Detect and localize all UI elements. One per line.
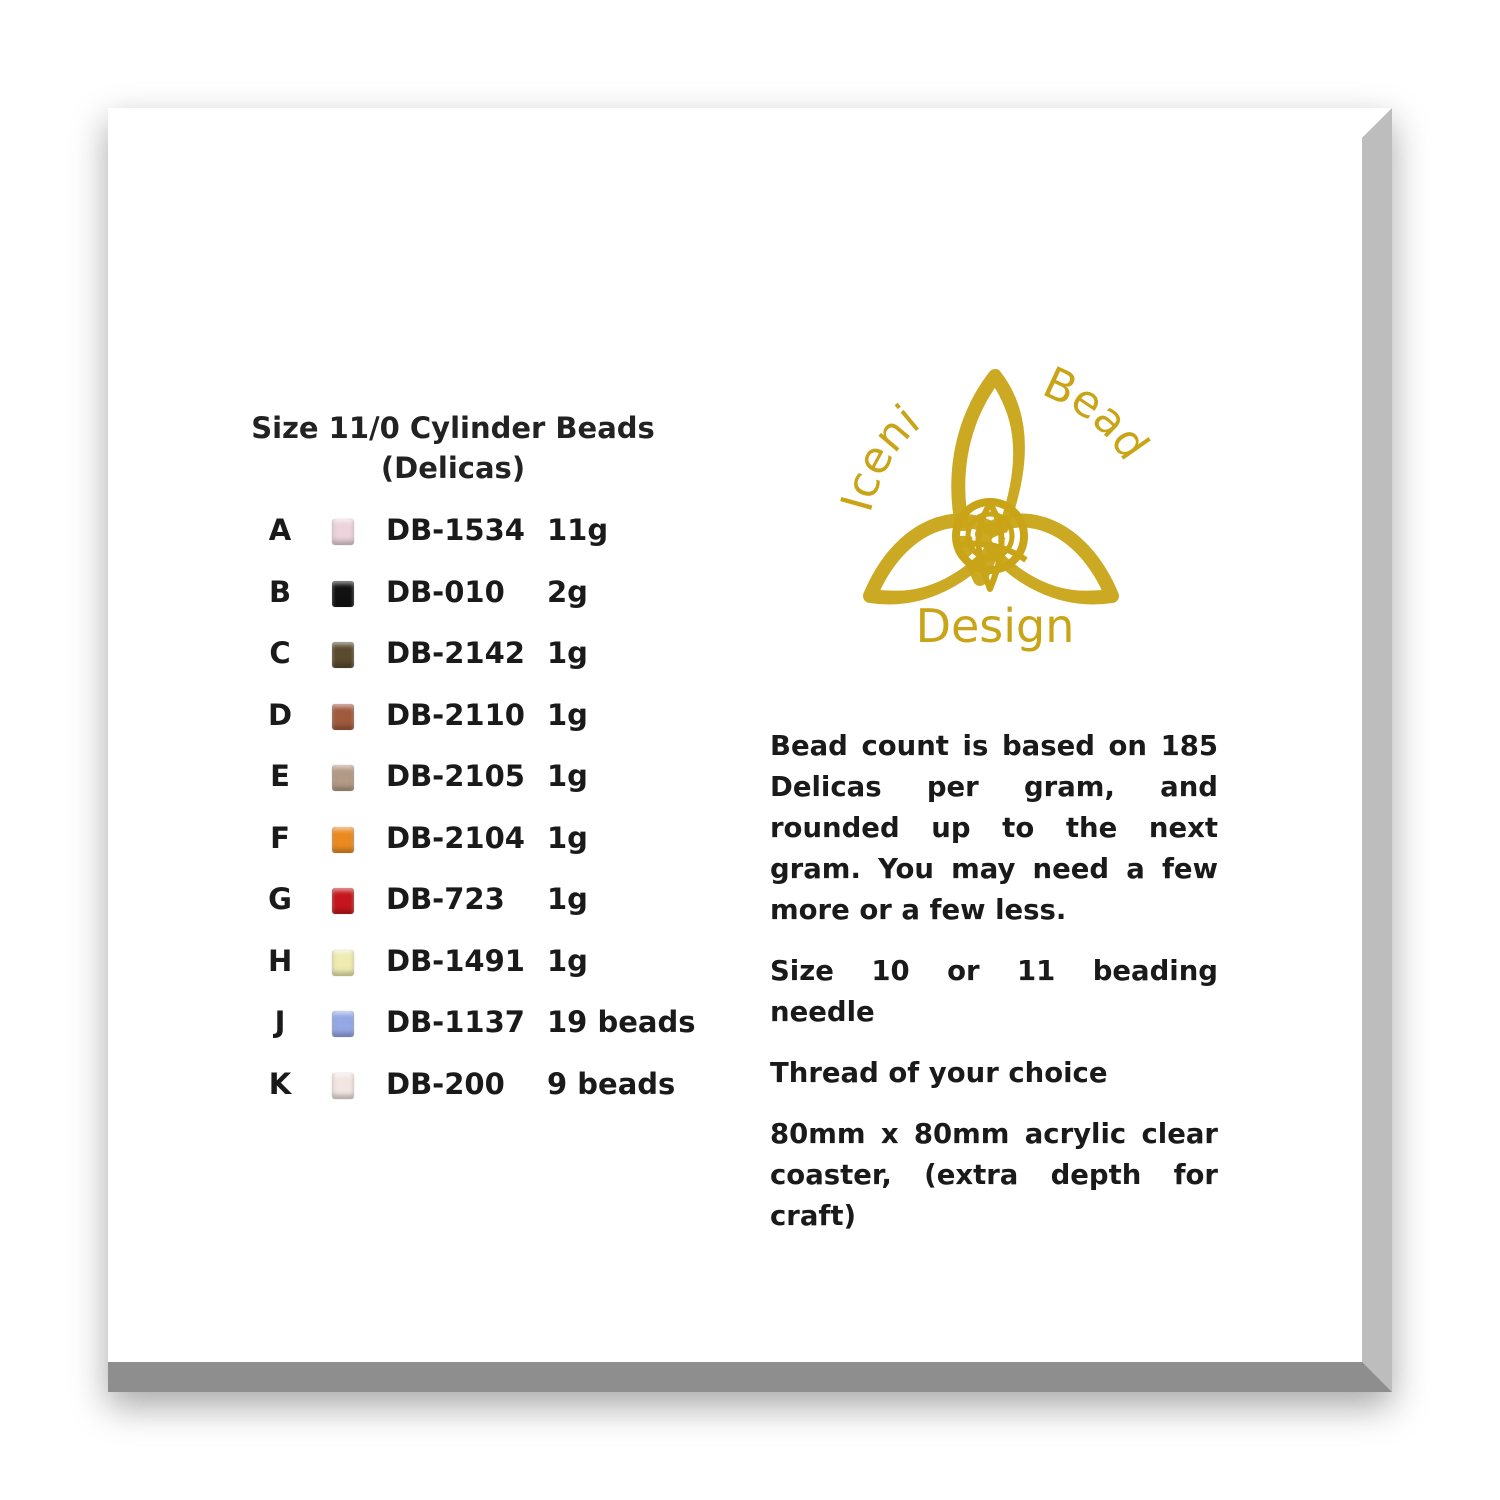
bead-quantity: 19 beads bbox=[547, 1005, 696, 1039]
bead-list-heading bbox=[248, 408, 658, 488]
bead-row-d bbox=[268, 690, 708, 752]
bead-letter: E bbox=[270, 759, 290, 793]
bead-letter: A bbox=[268, 513, 292, 547]
coaster-card bbox=[108, 108, 1392, 1392]
bead-code: DB-1534 bbox=[386, 513, 525, 547]
bead-letter: C bbox=[269, 636, 291, 670]
bead-swatch bbox=[332, 827, 354, 853]
bead-swatch bbox=[332, 704, 354, 730]
heading-line-1: Size 11/0 Cylinder Beads bbox=[251, 411, 655, 445]
logo-word-design: Design bbox=[915, 599, 1075, 653]
bead-swatch bbox=[332, 581, 354, 607]
bead-swatch bbox=[332, 1073, 354, 1099]
bead-row-e bbox=[268, 751, 708, 813]
bead-quantity: 1g bbox=[547, 943, 588, 978]
coaster-note: 80mm x 80mm acrylic clear coaster, (extra depth for craft) bbox=[770, 1118, 1218, 1232]
bead-letter: F bbox=[270, 820, 290, 855]
bead-letter: K bbox=[268, 1066, 292, 1101]
bead-code: DB-1491 bbox=[386, 943, 525, 978]
bead-code: DB-2142 bbox=[386, 636, 525, 670]
bead-letter: G bbox=[268, 882, 292, 916]
bead-code: DB-2110 bbox=[386, 697, 525, 732]
bead-letter: B bbox=[268, 574, 292, 609]
bead-quantity: 9 beads bbox=[547, 1066, 676, 1101]
bead-code: DB-2104 bbox=[386, 820, 525, 855]
bead-code: DB-2105 bbox=[386, 759, 525, 793]
bead-quantity: 1g bbox=[547, 759, 588, 793]
bead-letter: D bbox=[268, 697, 293, 732]
bead-row-f bbox=[268, 813, 708, 875]
bead-code: DB-1137 bbox=[386, 1005, 525, 1039]
bead-list bbox=[268, 505, 708, 1115]
bead-count-note: Bead count is based on 185 Delicas per gram, and rounded up to the next gram. You may need a few more or a few less. bbox=[770, 730, 1218, 926]
bead-row-g bbox=[268, 874, 708, 936]
bead-row-b bbox=[268, 567, 708, 629]
bead-swatch bbox=[332, 765, 354, 791]
thread-note: Thread of your choice bbox=[770, 1057, 1108, 1089]
bead-letter: J bbox=[274, 1005, 286, 1039]
bead-code: DB-010 bbox=[386, 574, 505, 609]
bead-swatch bbox=[332, 950, 354, 976]
needle-note: Size 10 or 11 beading needle bbox=[770, 955, 1218, 1028]
logo-word-iceni: Iceni bbox=[831, 395, 930, 517]
heading-line-2: (Delicas) bbox=[380, 451, 526, 485]
bead-quantity: 1g bbox=[547, 697, 588, 732]
bead-code: DB-200 bbox=[386, 1066, 505, 1101]
supply-notes bbox=[770, 726, 1218, 1257]
bead-swatch bbox=[332, 519, 354, 545]
bead-quantity: 2g bbox=[547, 574, 588, 609]
bead-swatch bbox=[332, 642, 354, 668]
bead-row-a bbox=[268, 505, 708, 567]
bead-row-c bbox=[268, 628, 708, 690]
bead-code: DB-723 bbox=[386, 882, 505, 916]
bead-quantity: 1g bbox=[547, 882, 588, 916]
bead-row-h bbox=[268, 936, 708, 998]
bead-row-k bbox=[268, 1059, 708, 1115]
bead-row-j bbox=[268, 997, 708, 1059]
bead-quantity: 1g bbox=[547, 820, 588, 855]
bead-letter: H bbox=[268, 943, 293, 978]
iceni-bead-design-logo bbox=[830, 364, 1160, 674]
bead-swatch bbox=[332, 1011, 354, 1037]
logo-word-bead: Bead bbox=[1035, 364, 1159, 470]
bead-swatch bbox=[332, 888, 354, 914]
bead-quantity: 1g bbox=[547, 636, 588, 670]
bead-quantity: 11g bbox=[547, 513, 609, 547]
